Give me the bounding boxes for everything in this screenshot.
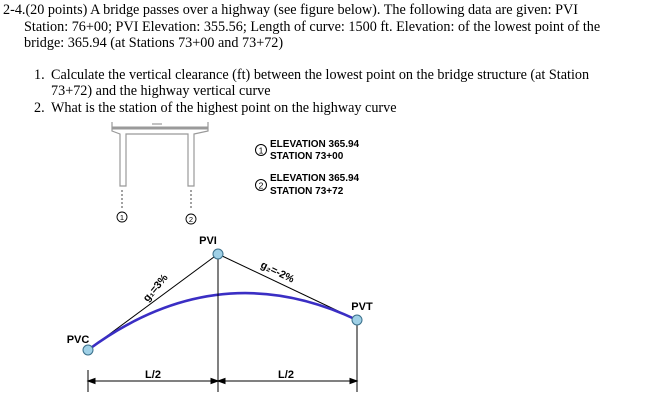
pvi-label: PVI bbox=[199, 235, 217, 247]
half-length-left: L/2 bbox=[145, 369, 161, 381]
column-marker-2-label: 2 bbox=[188, 215, 194, 224]
vertical-curve bbox=[88, 293, 357, 350]
legend-item-1 bbox=[256, 139, 360, 162]
dimension-line bbox=[88, 379, 357, 384]
legend-station-2: STATION 73+72 bbox=[270, 186, 344, 197]
pvt-point bbox=[352, 315, 362, 325]
problem-line-3: bridge: 365.94 (at Stations 73+00 and 73+72) bbox=[24, 35, 284, 52]
question-2-number: 2. bbox=[34, 99, 45, 116]
legend-item-2 bbox=[256, 173, 360, 197]
pvt-label: PVT bbox=[351, 301, 373, 313]
column-marker-1 bbox=[117, 212, 127, 222]
pvc-point bbox=[83, 345, 93, 355]
problem-line-1: 2-4.(20 points) A bridge passes over a highway (see figure below). The following data are given: PVI bbox=[3, 2, 578, 18]
legend-marker-1: 1 bbox=[258, 145, 264, 156]
column-marker-2 bbox=[186, 214, 196, 224]
bridge-structure bbox=[112, 122, 208, 186]
pvi-point bbox=[213, 249, 223, 259]
legend-marker-2: 2 bbox=[258, 180, 264, 191]
problem-line-2: Station: 76+00; PVI Elevation: 355.56; Length of curve: 1500 ft. Elevation: of the lowest point of the bbox=[24, 18, 601, 35]
question-1-line-2: 73+72) and the highway vertical curve bbox=[51, 83, 271, 100]
question-1-number: 1. bbox=[34, 67, 45, 83]
legend-elevation-2: ELEVATION 365.94 bbox=[270, 173, 360, 184]
question-1-line-1: Calculate the vertical clearance (ft) between the lowest point on the bridge structure (at Station bbox=[51, 67, 590, 83]
legend-elevation-1: ELEVATION 365.94 bbox=[270, 139, 360, 150]
legend-station-1: STATION 73+00 bbox=[270, 151, 344, 162]
question-2-line-1: What is the station of the highest point on the highway curve bbox=[51, 99, 397, 116]
half-length-right: L/2 bbox=[278, 369, 294, 381]
column-marker-1-label: 1 bbox=[119, 213, 125, 222]
pvc-label: PVC bbox=[66, 334, 90, 346]
grade-g1-label: g₁=3% bbox=[140, 271, 171, 305]
grade-g2-label: g₂=-2% bbox=[258, 259, 297, 286]
